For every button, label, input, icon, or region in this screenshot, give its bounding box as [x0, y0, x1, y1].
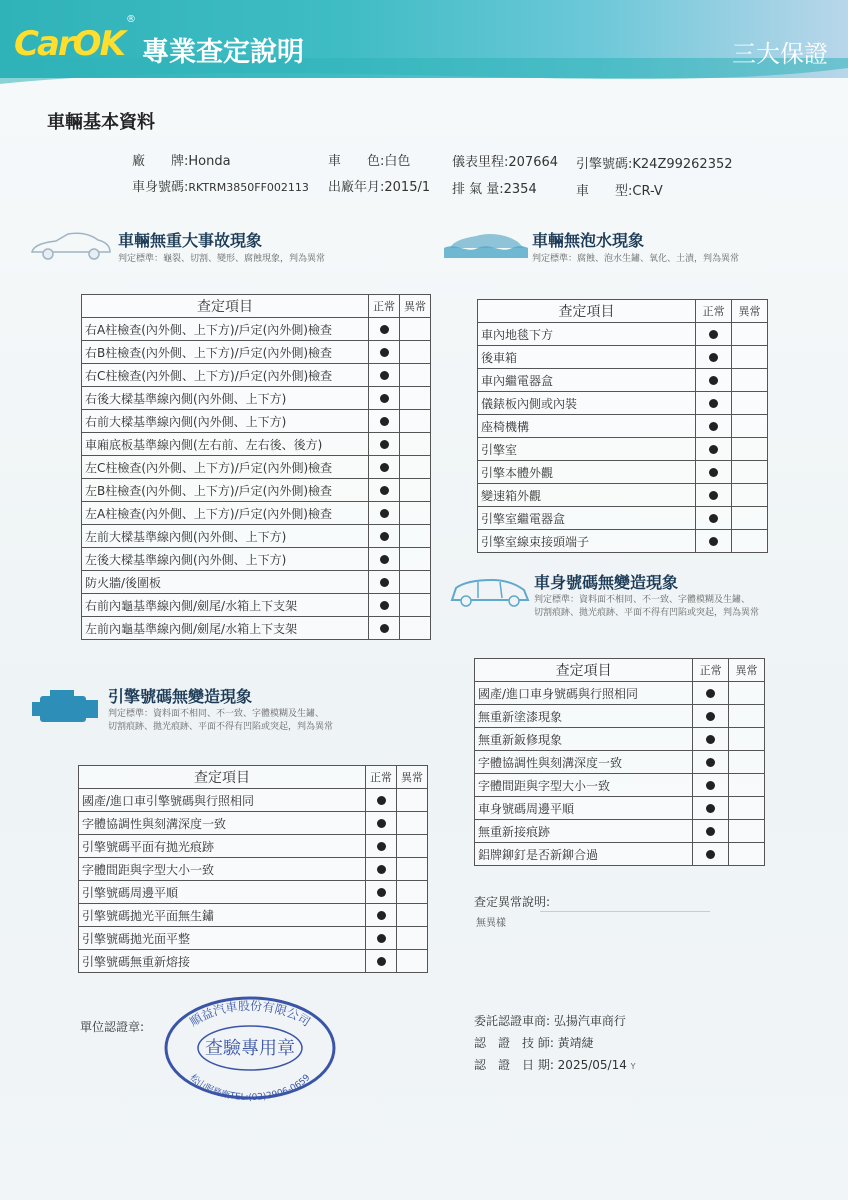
check-item-label: 無重新接痕跡	[475, 820, 693, 843]
checklist-row	[82, 410, 431, 433]
check-item-label: 儀錶板內側或內裝	[478, 392, 696, 415]
normal-mark-icon	[377, 888, 386, 897]
info-brand: 廠 牌:Honda	[132, 154, 231, 169]
checklist-row	[79, 812, 428, 835]
info-model: 車 型:CR-V	[576, 184, 663, 199]
normal-mark-icon	[380, 394, 389, 403]
checklist-row	[82, 525, 431, 548]
normal-mark-icon	[706, 850, 715, 859]
header-wave-decoration	[0, 58, 848, 94]
table-header-row	[79, 766, 428, 789]
normal-mark-icon	[377, 819, 386, 828]
abnormal-cell	[397, 904, 428, 927]
checklist-row	[475, 751, 765, 774]
col-normal-header: 正常	[369, 295, 400, 318]
normal-cell	[366, 927, 397, 950]
abnormal-cell	[397, 858, 428, 881]
checklist-row	[478, 461, 768, 484]
normal-cell	[366, 881, 397, 904]
engine-icon	[30, 688, 102, 728]
checklist-row	[475, 797, 765, 820]
normal-mark-icon	[709, 537, 718, 546]
flood-section-title: 車輛無泡水現象	[532, 231, 645, 250]
check-item-label: 右A柱檢查(內外側、上下方)/戶定(內外側)檢查	[82, 318, 369, 341]
abnormal-cell	[397, 789, 428, 812]
check-item-label: 字體間距與字型大小一致	[79, 858, 366, 881]
normal-mark-icon	[380, 555, 389, 564]
normal-mark-icon	[380, 509, 389, 518]
normal-mark-icon	[380, 624, 389, 633]
normal-mark-icon	[380, 440, 389, 449]
abnormal-cell	[732, 530, 768, 553]
checklist-row	[478, 484, 768, 507]
body-no-section-note-2: 切割痕跡、拋光痕跡、平面不得有凹陷或突起，判為異常	[534, 608, 760, 618]
check-item-label: 無重新塗漆現象	[475, 705, 693, 728]
col-abnormal-header: 異常	[729, 659, 765, 682]
engine-no-section-note-1: 判定標準：資料面不相同、不一致、字體模糊及生鏽、	[108, 709, 325, 719]
abnormal-cell	[732, 461, 768, 484]
info-displacement: 排 氣 量:2354	[452, 182, 537, 197]
normal-mark-icon	[706, 712, 715, 721]
normal-cell	[369, 341, 400, 364]
checklist-row	[478, 415, 768, 438]
checklist-row	[478, 346, 768, 369]
check-item-label: 車廂底板基準線內側(左右前、左右後、後方)	[82, 433, 369, 456]
normal-cell	[369, 548, 400, 571]
abnormal-cell	[732, 392, 768, 415]
unit-stamp-label: 單位認證章:	[80, 1020, 145, 1034]
col-item-header: 查定項目	[478, 300, 696, 323]
normal-cell	[369, 594, 400, 617]
col-normal-header: 正常	[696, 300, 732, 323]
normal-mark-icon	[709, 445, 718, 454]
normal-cell	[366, 789, 397, 812]
stamp-bottom-text: 松山服務廠TEL:(02)2906-0659	[187, 1072, 313, 1102]
col-normal-header: 正常	[693, 659, 729, 682]
checklist-row	[82, 433, 431, 456]
abnormal-cell	[729, 751, 765, 774]
checklist-row	[82, 502, 431, 525]
checklist-row	[475, 728, 765, 751]
col-item-header: 查定項目	[475, 659, 693, 682]
check-item-label: 左C柱檢查(內外側、上下方)/戶定(內外側)檢查	[82, 456, 369, 479]
checklist-row	[82, 387, 431, 410]
col-abnormal-header: 異常	[400, 295, 431, 318]
info-mileage: 儀表里程:207664	[452, 155, 559, 170]
normal-mark-icon	[377, 934, 386, 943]
abnormal-cell	[732, 369, 768, 392]
check-item-label: 引擎室繼電器盒	[478, 507, 696, 530]
table-header-row	[478, 300, 768, 323]
checklist-row	[79, 858, 428, 881]
check-item-label: 右C柱檢查(內外側、上下方)/戶定(內外側)檢查	[82, 364, 369, 387]
svg-text:順益汽車股份有限公司	[187, 999, 312, 1029]
info-color: 車 色:白色	[328, 154, 411, 169]
abnormal-cell	[729, 820, 765, 843]
normal-mark-icon	[709, 330, 718, 339]
checklist-row	[478, 530, 768, 553]
col-abnormal-header: 異常	[397, 766, 428, 789]
info-body-no-label: 車身號碼:	[132, 180, 189, 195]
normal-mark-icon	[377, 842, 386, 851]
abnormal-cell	[400, 617, 431, 640]
check-item-label: 左前大樑基準線內側(內外側、上下方)	[82, 525, 369, 548]
normal-cell	[369, 387, 400, 410]
check-item-label: 字體協調性與刻溝深度一致	[475, 751, 693, 774]
check-item-label: 右前大樑基準線內側(內外側、上下方)	[82, 410, 369, 433]
date-value: 認 證 日 期: 2025/05/14	[474, 1058, 627, 1072]
normal-cell	[366, 835, 397, 858]
normal-cell	[693, 774, 729, 797]
abnormal-cell	[397, 927, 428, 950]
normal-mark-icon	[706, 735, 715, 744]
normal-cell	[369, 617, 400, 640]
checklist-row	[79, 927, 428, 950]
normal-cell	[696, 369, 732, 392]
normal-cell	[366, 858, 397, 881]
company-stamp	[160, 992, 340, 1102]
abnormal-cell	[732, 323, 768, 346]
normal-mark-icon	[377, 911, 386, 920]
abnormal-cell	[400, 364, 431, 387]
check-item-label: 左前內龜基準線內側/劍尾/水箱上下支架	[82, 617, 369, 640]
col-normal-header: 正常	[366, 766, 397, 789]
normal-cell	[696, 530, 732, 553]
abnormal-cell	[732, 507, 768, 530]
checklist-row	[79, 789, 428, 812]
normal-cell	[696, 507, 732, 530]
abnormal-cell	[397, 881, 428, 904]
normal-cell	[696, 323, 732, 346]
brand-logo: CarOK	[14, 24, 124, 64]
abnormal-cell	[729, 797, 765, 820]
checklist-row	[82, 341, 431, 364]
abnormal-cell	[397, 812, 428, 835]
info-body-no-value: RKTRM3850FF002113	[188, 181, 309, 194]
flood-check-table	[477, 299, 768, 553]
normal-mark-icon	[709, 491, 718, 500]
checklist-row	[79, 950, 428, 973]
normal-cell	[696, 461, 732, 484]
abnormal-cell	[400, 341, 431, 364]
checklist-row	[82, 571, 431, 594]
abnormal-cell	[400, 456, 431, 479]
page-title: 專業查定說明	[142, 37, 304, 68]
registered-mark: ®	[126, 14, 136, 25]
checklist-row	[79, 881, 428, 904]
normal-mark-icon	[380, 417, 389, 426]
abnormal-cell	[400, 548, 431, 571]
check-item-label: 右後大樑基準線內側(內外側、上下方)	[82, 387, 369, 410]
abnormal-cell	[400, 318, 431, 341]
normal-cell	[369, 364, 400, 387]
checklist-row	[475, 820, 765, 843]
normal-mark-icon	[709, 353, 718, 362]
normal-mark-icon	[377, 957, 386, 966]
info-body-no	[132, 176, 309, 195]
checklist-row	[82, 548, 431, 571]
abnormal-cell	[400, 433, 431, 456]
check-item-label: 左B柱檢查(內外側、上下方)/戶定(內外側)檢查	[82, 479, 369, 502]
check-item-label: 引擎室	[478, 438, 696, 461]
normal-mark-icon	[380, 601, 389, 610]
check-item-label: 右前內龜基準線內側/劍尾/水箱上下支架	[82, 594, 369, 617]
header-right-title: 三大保證	[732, 40, 828, 68]
normal-cell	[696, 484, 732, 507]
checklist-row	[79, 835, 428, 858]
checklist-row	[475, 682, 765, 705]
normal-cell	[693, 728, 729, 751]
normal-cell	[693, 797, 729, 820]
normal-cell	[369, 571, 400, 594]
check-item-label: 引擎本體外觀	[478, 461, 696, 484]
abnormal-cell	[729, 728, 765, 751]
normal-mark-icon	[380, 463, 389, 472]
engine-no-check-table	[78, 765, 428, 973]
checklist-row	[478, 438, 768, 461]
checklist-row	[478, 507, 768, 530]
check-item-label: 變速箱外觀	[478, 484, 696, 507]
technician-line: 認 證 技 師: 黃靖緁	[474, 1036, 594, 1050]
normal-mark-icon	[380, 371, 389, 380]
check-item-label: 引擎號碼拋光面平整	[79, 927, 366, 950]
abnormal-cell	[397, 950, 428, 973]
checklist-row	[475, 843, 765, 866]
check-item-label: 車內地毯下方	[478, 323, 696, 346]
flood-section-note: 判定標準：腐蝕、泡水生鏽、氧化、土漬，判為異常	[532, 254, 740, 264]
normal-cell	[369, 410, 400, 433]
abnormal-cell	[732, 438, 768, 461]
normal-mark-icon	[706, 827, 715, 836]
normal-cell	[693, 751, 729, 774]
accident-section-note: 判定標準：龜裂、切割、變形、腐蝕現象，判為異常	[118, 254, 326, 264]
info-mfg-date: 出廠年月:2015/1	[328, 180, 431, 195]
check-item-label: 防火牆/後圍板	[82, 571, 369, 594]
normal-mark-icon	[380, 578, 389, 587]
normal-cell	[369, 456, 400, 479]
checklist-row	[478, 392, 768, 415]
normal-cell	[369, 433, 400, 456]
checklist-row	[478, 323, 768, 346]
check-item-label: 無重新鈑修現象	[475, 728, 693, 751]
check-item-label: 左A柱檢查(內外側、上下方)/戶定(內外側)檢查	[82, 502, 369, 525]
check-item-label: 引擎號碼周邊平順	[79, 881, 366, 904]
abnormal-cell	[397, 835, 428, 858]
body-no-section-note-1: 判定標準：資料面不相同、不一致、字體模糊及生鏽、	[534, 595, 751, 605]
normal-cell	[369, 502, 400, 525]
check-item-label: 引擎號碼平面有拋光痕跡	[79, 835, 366, 858]
checklist-row	[475, 774, 765, 797]
check-item-label: 國產/進口車引擎號碼與行照相同	[79, 789, 366, 812]
abnormal-desc-label: 查定異常說明:	[474, 895, 551, 909]
info-engine-no: 引擎號碼:K24Z99262352	[576, 157, 733, 172]
abnormal-cell	[400, 525, 431, 548]
abnormal-cell	[729, 682, 765, 705]
check-item-label: 引擎號碼無重新熔接	[79, 950, 366, 973]
abnormal-cell	[729, 843, 765, 866]
checklist-row	[82, 617, 431, 640]
dealer-line: 委託認證車商: 弘揚汽車商行	[474, 1014, 626, 1028]
normal-cell	[366, 812, 397, 835]
normal-mark-icon	[706, 758, 715, 767]
abnormal-cell	[400, 571, 431, 594]
abnormal-cell	[732, 346, 768, 369]
abnormal-cell	[400, 410, 431, 433]
abnormal-cell	[400, 387, 431, 410]
normal-mark-icon	[709, 468, 718, 477]
checklist-row	[475, 705, 765, 728]
normal-mark-icon	[380, 348, 389, 357]
checklist-row	[478, 369, 768, 392]
checklist-row	[82, 318, 431, 341]
checklist-row	[82, 479, 431, 502]
suv-car-icon	[448, 574, 530, 608]
normal-cell	[693, 820, 729, 843]
engine-no-section-note-2: 切割痕跡、拋光痕跡、平面不得有凹陷或突起，判為異常	[108, 722, 334, 732]
normal-cell	[366, 904, 397, 927]
table-header-row	[82, 295, 431, 318]
abnormal-cell	[732, 415, 768, 438]
checklist-row	[82, 594, 431, 617]
normal-cell	[369, 318, 400, 341]
accident-section-title: 車輛無重大事故現象	[118, 231, 263, 250]
normal-cell	[693, 843, 729, 866]
normal-cell	[369, 525, 400, 548]
check-item-label: 字體協調性與刻溝深度一致	[79, 812, 366, 835]
normal-mark-icon	[706, 804, 715, 813]
stamp-outer-text: 順益汽車股份有限公司	[187, 998, 313, 1030]
engine-no-section-title: 引擎號碼無變造現象	[108, 687, 253, 706]
check-item-label: 鋁牌鉚釘是否新鉚合過	[475, 843, 693, 866]
accident-check-table	[81, 294, 431, 640]
normal-cell	[366, 950, 397, 973]
normal-cell	[696, 392, 732, 415]
normal-mark-icon	[709, 399, 718, 408]
check-item-label: 右B柱檢查(內外側、上下方)/戶定(內外側)檢查	[82, 341, 369, 364]
normal-mark-icon	[377, 796, 386, 805]
normal-mark-icon	[706, 781, 715, 790]
normal-cell	[696, 438, 732, 461]
check-item-label: 後車箱	[478, 346, 696, 369]
body-no-section-title: 車身號碼無變造現象	[534, 573, 679, 592]
normal-mark-icon	[709, 514, 718, 523]
abnormal-cell	[400, 479, 431, 502]
date-line	[474, 1056, 636, 1073]
normal-mark-icon	[706, 689, 715, 698]
normal-mark-icon	[380, 486, 389, 495]
col-abnormal-header: 異常	[732, 300, 768, 323]
check-item-label: 引擎號碼拋光平面無生鏽	[79, 904, 366, 927]
check-item-label: 車身號碼周邊平順	[475, 797, 693, 820]
abnormal-cell	[729, 774, 765, 797]
check-item-label: 引擎室線束接頭端子	[478, 530, 696, 553]
normal-cell	[693, 705, 729, 728]
basic-info-title: 車輛基本資料	[47, 112, 155, 133]
normal-mark-icon	[380, 532, 389, 541]
check-item-label: 國產/進口車身號碼與行照相同	[475, 682, 693, 705]
date-mark: Y	[630, 1062, 636, 1071]
normal-cell	[696, 415, 732, 438]
col-item-header: 查定項目	[82, 295, 369, 318]
stamp-center-text: 查驗專用章	[205, 1038, 295, 1059]
abnormal-cell	[732, 484, 768, 507]
body-no-check-table	[474, 658, 765, 866]
table-header-row	[475, 659, 765, 682]
normal-mark-icon	[377, 865, 386, 874]
check-item-label: 車內繼電器盒	[478, 369, 696, 392]
normal-cell	[369, 479, 400, 502]
checklist-row	[82, 456, 431, 479]
abnormal-cell	[400, 594, 431, 617]
abnormal-cell	[729, 705, 765, 728]
checklist-row	[82, 364, 431, 387]
normal-mark-icon	[709, 422, 718, 431]
normal-cell	[693, 682, 729, 705]
abnormal-desc-value: 無異樣	[476, 918, 506, 929]
abnormal-cell	[400, 502, 431, 525]
svg-text:松山服務廠TEL:(02)2906-0659	[188, 1071, 313, 1102]
normal-mark-icon	[380, 325, 389, 334]
col-item-header: 查定項目	[79, 766, 366, 789]
flooded-car-icon	[444, 230, 528, 258]
check-item-label: 左後大樑基準線內側(內外側、上下方)	[82, 548, 369, 571]
check-item-label: 字體間距與字型大小一致	[475, 774, 693, 797]
normal-cell	[696, 346, 732, 369]
normal-mark-icon	[709, 376, 718, 385]
abnormal-desc-underline	[540, 911, 710, 912]
check-item-label: 座椅機構	[478, 415, 696, 438]
checklist-row	[79, 904, 428, 927]
sedan-car-icon	[28, 228, 112, 262]
